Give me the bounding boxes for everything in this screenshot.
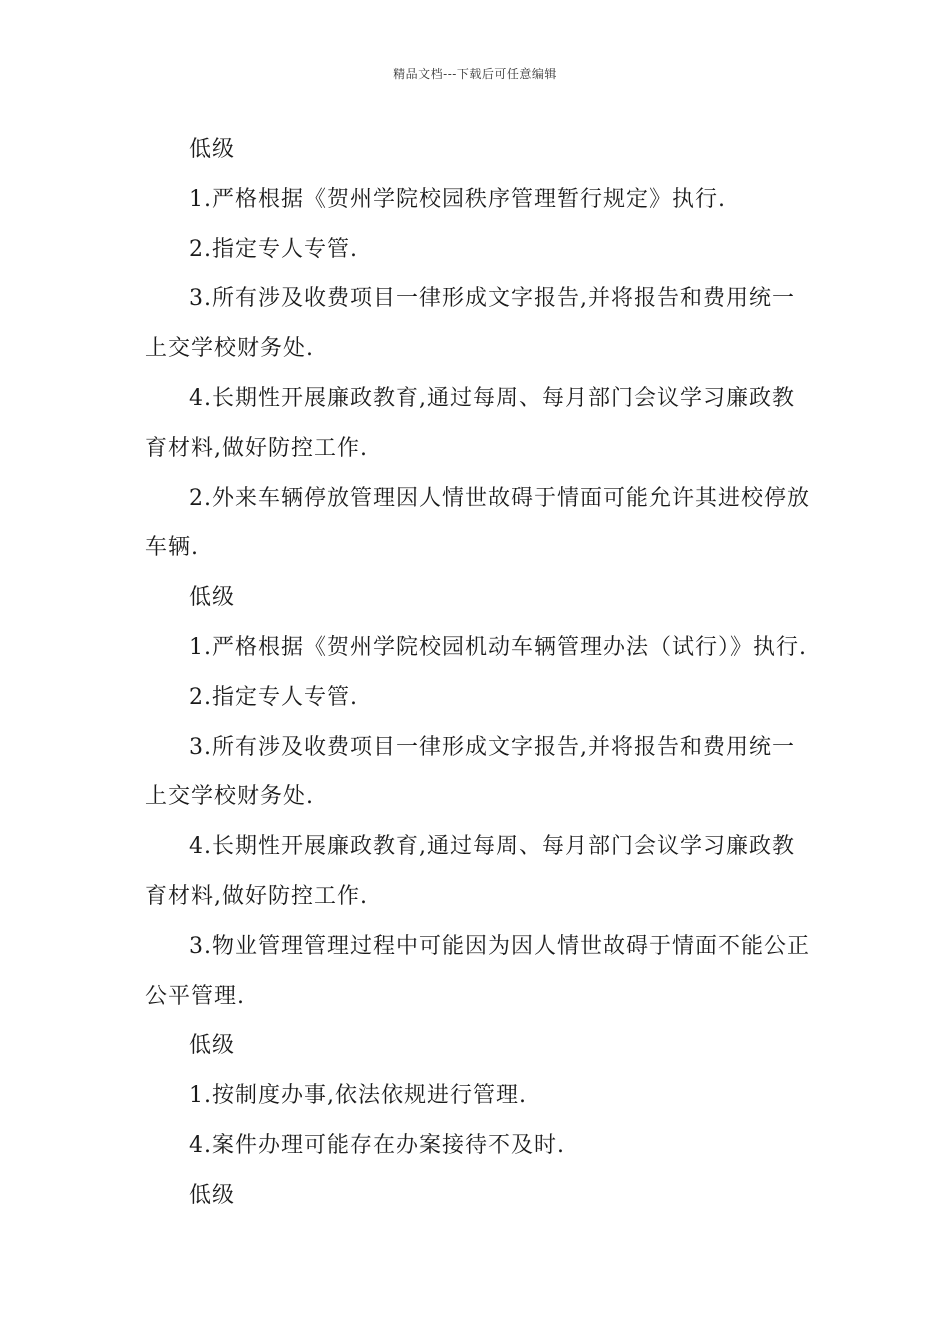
page-header: 精品文档---下载后可任意编辑 — [393, 67, 557, 81]
measure-item: 1.严格根据《贺州学院校园机动车辆管理办法（试行）》执行. — [189, 634, 807, 660]
risk-level-label: 低级 — [189, 585, 236, 611]
risk-level-label: 低级 — [189, 1033, 236, 1059]
measure-item: 2.指定专人专管. — [189, 236, 358, 262]
risk-level-label: 低级 — [189, 137, 236, 162]
risk-point-item: 3.物业管理管理过程中可能因为因人情世故碍于情面不能公正公平管理. — [145, 933, 810, 1009]
measure-item: 1.严格根据《贺州学院校园秩序管理暂行规定》执行. — [189, 186, 726, 212]
measure-item: 3.所有涉及收费项目一律形成文字报告,并将报告和费用统一上交学校财务处. — [145, 286, 795, 362]
risk-point-item: 2.外来车辆停放管理因人情世故碍于情面可能允许其进校停放车辆. — [145, 485, 810, 561]
measure-item: 3.所有涉及收费项目一律形成文字报告,并将报告和费用统一上交学校财务处. — [145, 734, 795, 810]
document-body — [145, 125, 810, 1221]
measure-item: 2.指定专人专管. — [189, 684, 358, 710]
risk-level-label: 低级 — [189, 1182, 236, 1208]
risk-point-item: 4.案件办理可能存在办案接待不及时. — [189, 1132, 565, 1158]
measure-item: 4.长期性开展廉政教育,通过每周、每月部门会议学习廉政教育材料,做好防控工作. — [145, 834, 795, 909]
measure-item: 4.长期性开展廉政教育,通过每周、每月部门会议学习廉政教育材料,做好防控工作. — [145, 385, 795, 461]
measure-item: 1.按制度办事,依法依规进行管理. — [189, 1083, 527, 1109]
